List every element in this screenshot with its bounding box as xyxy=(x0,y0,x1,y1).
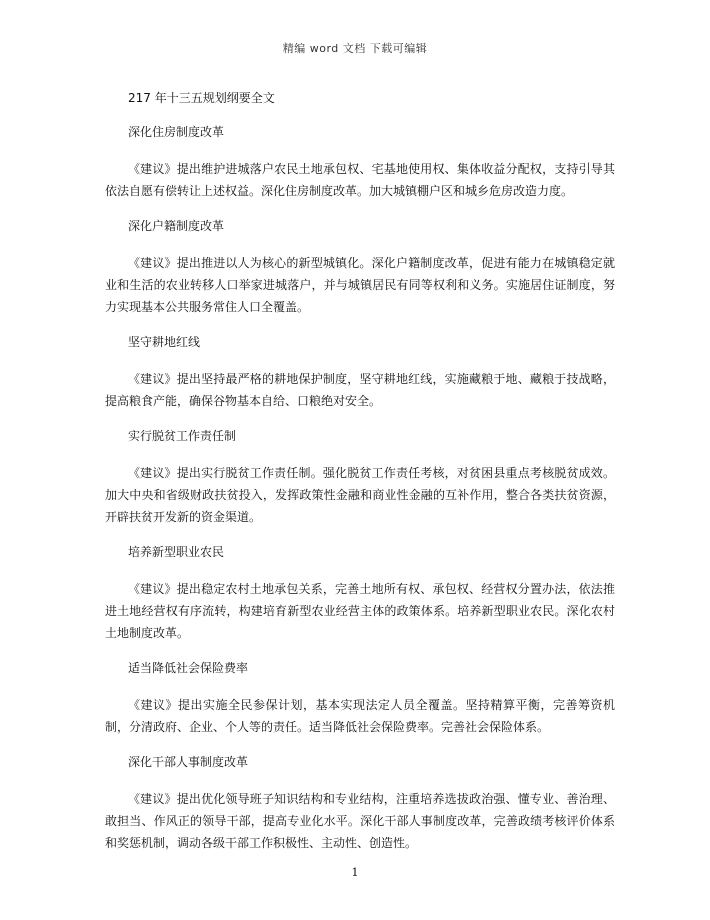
section-household-registration xyxy=(105,218,615,318)
document-title: 217 年十三五规划纲要全文 xyxy=(128,91,275,105)
section-paragraph: 《建议》提出稳定农村土地承包关系，完善土地所有权、承包权、经营权分置办法，依法推进土地经营权有序流转，构建培育新型农业经营主体的政策体系。培养新型职业农民。深化农村土地制度改革。 xyxy=(105,582,615,640)
page-number: 1 xyxy=(351,866,359,879)
section-paragraph: 《建议》提出坚持最严格的耕地保护制度，坚守耕地红线，实施藏粮于地、藏粮于技战略，提高粮食产能，确保谷物基本自给、口粮绝对安全。 xyxy=(105,372,615,408)
section-paragraph: 《建议》提出实行脱贫工作责任制。强化脱贫工作责任考核，对贫困县重点考核脱贫成效。加大中央和省级财政扶贫投入，发挥政策性金融和商业性金融的互补作用，整合各类扶贫资源，开辟扶贫开发新的资金渠道。 xyxy=(105,466,615,524)
section-paragraph: 《建议》提出优化领导班子知识结构和专业结构，注重培养选拔政治强、懂专业、善治理、敢担当、作风正的领导干部，提高专业化水平。深化干部人事制度改革，完善政绩考核评价体系和奖惩机制，调动各级干部工作积极性、主动性、创造性。 xyxy=(105,792,615,850)
section-cadre-reform xyxy=(105,754,615,854)
section-social-insurance xyxy=(105,660,615,738)
section-paragraph: 《建议》提出维护进城落户农民土地承包权、宅基地使用权、集体收益分配权，支持引导其依法自愿有偿转让上述权益。深化住房制度改革。加大城镇棚户区和城乡危房改造力度。 xyxy=(105,162,615,198)
document-body xyxy=(105,90,615,870)
section-heading: 深化干部人事制度改革 xyxy=(128,755,249,769)
section-farmers xyxy=(105,544,615,644)
section-heading: 深化户籍制度改革 xyxy=(128,219,225,233)
section-heading: 深化住房制度改革 xyxy=(128,125,225,139)
section-heading: 培养新型职业农民 xyxy=(128,545,225,559)
section-paragraph: 《建议》提出实施全民参保计划，基本实现法定人员全覆盖。坚持精算平衡，完善筹资机制，分清政府、企业、个人等的责任。适当降低社会保险费率。完善社会保险体系。 xyxy=(105,698,615,734)
section-housing xyxy=(105,124,615,202)
section-paragraph: 《建议》提出推进以人为核心的新型城镇化。深化户籍制度改革，促进有能力在城镇稳定就业和生活的农业转移人口举家进城落户，并与城镇居民有同等权利和义务。实施居住证制度，努力实现基本公共服务常住人口全覆盖。 xyxy=(105,256,615,314)
section-farmland xyxy=(105,334,615,412)
section-heading: 坚守耕地红线 xyxy=(128,335,201,349)
section-poverty xyxy=(105,428,615,528)
page-header: 精编 word 文档 下载可编辑 xyxy=(282,42,428,55)
section-heading: 适当降低社会保险费率 xyxy=(128,661,249,675)
section-heading: 实行脱贫工作责任制 xyxy=(128,429,237,443)
